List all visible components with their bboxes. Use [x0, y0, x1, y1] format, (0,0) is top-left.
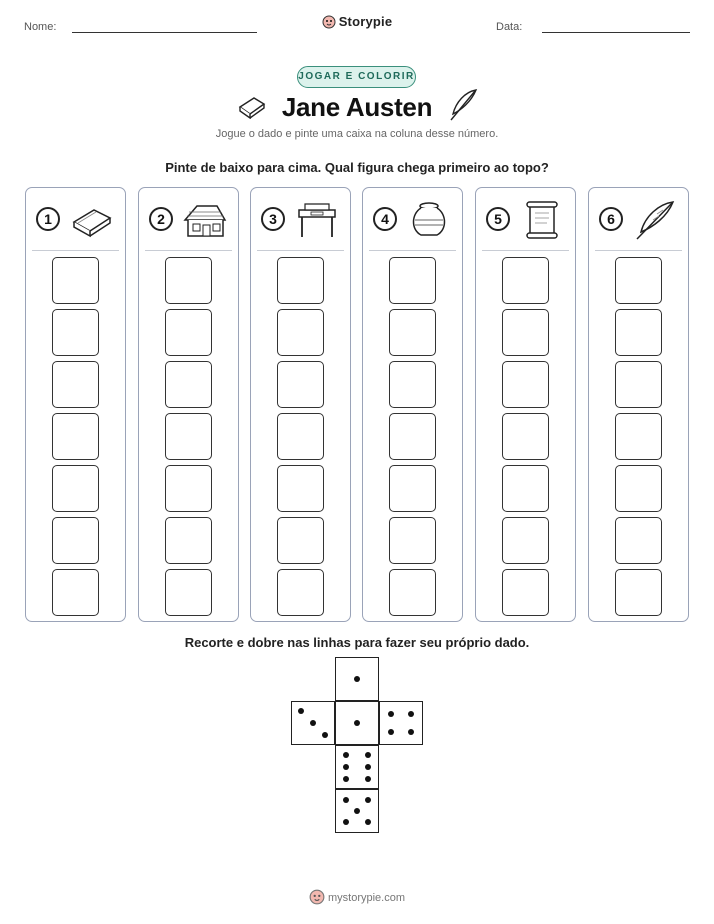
dice-pip [365, 819, 371, 825]
activity-badge: JOGAR E COLORIR [297, 66, 416, 88]
color-box[interactable] [389, 465, 436, 512]
dice-pip [388, 711, 394, 717]
dice-pip [343, 797, 349, 803]
color-box[interactable] [615, 569, 662, 616]
color-box[interactable] [277, 517, 324, 564]
column-6 [588, 187, 689, 622]
column-number: 4 [373, 207, 397, 231]
cottage-icon [183, 200, 227, 240]
column-number: 5 [486, 207, 510, 231]
subtitle: Jogue o dado e pinte uma caixa na coluna desse número. [215, 128, 499, 140]
color-box[interactable] [502, 257, 549, 304]
color-box[interactable] [52, 413, 99, 460]
column-5 [475, 187, 576, 622]
column-divider [595, 250, 682, 251]
column-3 [250, 187, 351, 622]
name-label: Nome: [24, 21, 57, 33]
brand-name: Storypie [338, 14, 393, 29]
brand-logo [0, 14, 714, 29]
dice-pip [343, 776, 349, 782]
quill-icon [633, 200, 677, 240]
dice-pip [354, 808, 360, 814]
quill-icon [447, 88, 479, 122]
dice-pip [365, 764, 371, 770]
book-icon [70, 200, 114, 240]
color-box[interactable] [615, 361, 662, 408]
dice-instruction: Recorte e dobre nas linhas para fazer seu próprio dado. [184, 635, 530, 650]
footer [0, 889, 714, 905]
dice-pip [343, 752, 349, 758]
color-box[interactable] [165, 361, 212, 408]
name-line[interactable] [72, 32, 257, 33]
dice-pip [388, 729, 394, 735]
color-box[interactable] [615, 517, 662, 564]
dice-face-4 [379, 701, 423, 745]
column-2 [138, 187, 239, 622]
column-divider [369, 250, 456, 251]
dice-pip [298, 708, 304, 714]
color-box[interactable] [389, 309, 436, 356]
dice-pip [354, 720, 360, 726]
dice-pip [343, 819, 349, 825]
footer-url: mystorypie.com [327, 892, 406, 904]
dice-face-5 [335, 789, 379, 833]
dice-pip [365, 776, 371, 782]
color-box[interactable] [615, 257, 662, 304]
color-box[interactable] [52, 569, 99, 616]
color-box[interactable] [502, 569, 549, 616]
color-box[interactable] [277, 309, 324, 356]
color-box[interactable] [52, 257, 99, 304]
color-box[interactable] [502, 361, 549, 408]
color-box[interactable] [52, 465, 99, 512]
column-divider [257, 250, 344, 251]
column-4 [362, 187, 463, 622]
dice-face-1 [335, 701, 379, 745]
instruction-text: Pinte de baixo para cima. Qual figura chega primeiro ao topo? [165, 160, 549, 175]
column-number: 2 [149, 207, 173, 231]
date-label: Data: [496, 21, 523, 33]
column-number: 3 [261, 207, 285, 231]
column-divider [32, 250, 119, 251]
dice-face-3 [291, 701, 335, 745]
dice-pip [322, 732, 328, 738]
color-box[interactable] [615, 309, 662, 356]
vase-icon [407, 200, 451, 240]
color-box[interactable] [52, 309, 99, 356]
color-box[interactable] [389, 569, 436, 616]
dice-pip [365, 752, 371, 758]
dice-pip [408, 711, 414, 717]
color-box[interactable] [502, 465, 549, 512]
dice-pip [310, 720, 316, 726]
dice-pip [343, 764, 349, 770]
dice-pip [408, 729, 414, 735]
color-box[interactable] [165, 309, 212, 356]
color-box[interactable] [165, 413, 212, 460]
color-box[interactable] [277, 569, 324, 616]
date-line[interactable] [542, 32, 690, 33]
color-box[interactable] [502, 517, 549, 564]
color-box[interactable] [389, 413, 436, 460]
color-box[interactable] [389, 257, 436, 304]
dice-pip [354, 676, 360, 682]
column-1 [25, 187, 126, 622]
scroll-icon [520, 200, 564, 240]
writing-desk-icon [295, 200, 339, 240]
color-box[interactable] [502, 413, 549, 460]
page-title: Jane Austen [281, 92, 433, 122]
dice-pip [365, 797, 371, 803]
color-box[interactable] [52, 361, 99, 408]
color-box[interactable] [389, 517, 436, 564]
color-box[interactable] [165, 517, 212, 564]
color-box[interactable] [277, 465, 324, 512]
color-box[interactable] [615, 465, 662, 512]
color-box[interactable] [52, 517, 99, 564]
color-box[interactable] [165, 569, 212, 616]
dice-face-6 [335, 745, 379, 789]
color-box[interactable] [165, 465, 212, 512]
dice-face-1 [335, 657, 379, 701]
color-box[interactable] [165, 257, 212, 304]
column-number: 1 [36, 207, 60, 231]
column-divider [482, 250, 569, 251]
color-box[interactable] [277, 413, 324, 460]
color-box[interactable] [615, 413, 662, 460]
column-divider [145, 250, 232, 251]
color-box[interactable] [277, 361, 324, 408]
storypie-mascot-icon [309, 889, 325, 905]
color-box[interactable] [389, 361, 436, 408]
color-box[interactable] [502, 309, 549, 356]
column-number: 6 [599, 207, 623, 231]
storypie-mascot-icon [322, 15, 336, 29]
color-box[interactable] [277, 257, 324, 304]
